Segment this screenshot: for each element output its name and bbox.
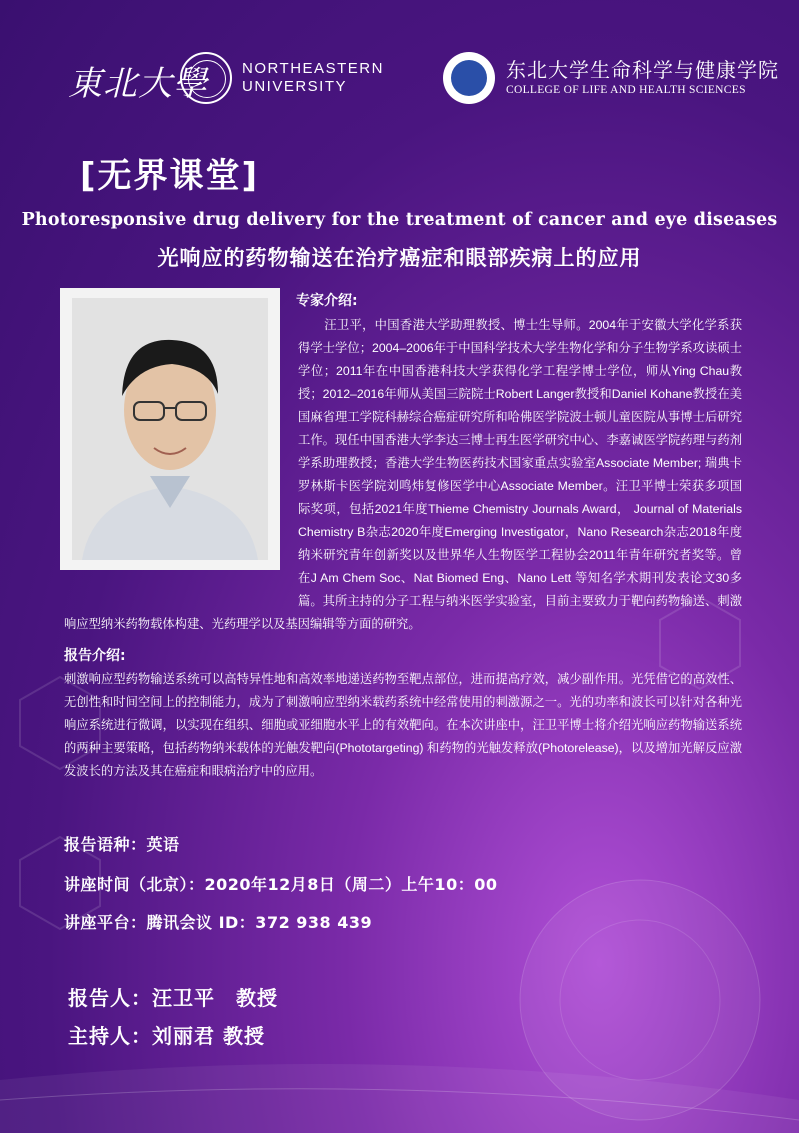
lecture-time: 讲座时间（北京）：2020年12月8日（周二）上午10：00 [64,875,498,894]
expert-bio-text: 汪卫平，中国香港大学助理教授、博士生导师。2004年于安徽大学化学系获得学士学位；2004–2006年于中国科学技术大学生物化学和分子生物学系攻读硕士学位；2011年在中国香港科技大学获得化学工程学博士学位，师从Ying Chau教授；2012–2016年师从美国三院院士Robert Langer教授和Daniel Kohane教授在美国麻省理工学院科赫综合癌症研究所和哈佛医学院波士顿儿童医院从事博士后研究工作。现任中国香港大学李达三博士再生医学研究中心、李嘉诚医学院药理与药剂学系助理教授；香港大学生物医药技术国家重点实验室Associate Member; 瑞典卡罗林斯卡医学院刘鸣炜复修医学中心Associate Member。汪卫平博士荣获多项国际奖项，包括2021年度Thieme Chemistry Journals Award， Journal of Materials Chemistry B杂志2020年度Emerging Investigator，Nano Research杂志2018年度纳米研究青年创新奖以及世界华人生物医学工程协会2011年青年研究者奖等。曾在J Am Chem Soc、Nat Biomed Eng、Nano Lett 等知名学术期刊发表论文30多篇。其所主持的分子工程与纳米医学实验室，目前主要致力于靶向药物输送、刺激响应型纳米药物载体构建、光药理学以及基因编辑等方面的研究。 [64,318,742,631]
speaker-line: 报告人：汪卫平 教授 [68,986,278,1010]
neu-en-line2: UNIVERSITY [242,78,348,95]
lecture-title-cn: 光响应的药物输送在治疗癌症和眼部疾病上的应用 [157,246,642,270]
college-name-cn: 东北大学生命科学与健康学院 [506,58,779,82]
neu-english-name [242,60,384,96]
college-name-en: COLLEGE OF LIFE AND HEALTH SCIENCES [506,84,746,96]
neu-logo-text: 東北大學 [68,64,208,104]
college-seal-icon [443,52,495,104]
expert-section-label: 专家介绍: [296,293,358,309]
lecture-language: 报告语种：英语 [64,835,180,854]
lecture-title-en: Photoresponsive drug delivery for the treatment of cancer and eye diseases [21,210,778,230]
report-abstract [64,668,742,783]
report-abstract-text: 刺激响应型药物输送系统可以高特异性地和高效率地递送药物至靶点部位，进而提高疗效，减少副作用。光凭借它的高效性、无创性和时间空间上的控制能力，成为了刺激响应型纳米载药系统中经常使用的刺激源之一。光的功率和波长可以针对各种光响应系统进行微调，以实现在组织、细胞或亚细胞水平上的有效靶向。在本次讲座中，汪卫平博士将介绍光响应药物输送系统的两种主要策略，包括药物纳米载体的光触发靶向(Phototargeting) 和药物的光触发释放(Photorelease)，以及增加光解反应激发波长的方法及其在癌症和眼病治疗中的应用。 [64,672,742,778]
photo-spacer [64,314,298,594]
series-title: [无界课堂] [80,156,260,196]
lecture-platform: 讲座平台：腾讯会议 ID：372 938 439 [64,913,373,932]
neu-seal-icon [180,52,232,104]
header [0,40,799,120]
host-line: 主持人：刘丽君 教授 [68,1024,265,1048]
expert-bio [64,314,742,636]
neu-en-line1: NORTHEASTERN [242,60,384,77]
report-section-label: 报告介绍: [64,648,126,664]
